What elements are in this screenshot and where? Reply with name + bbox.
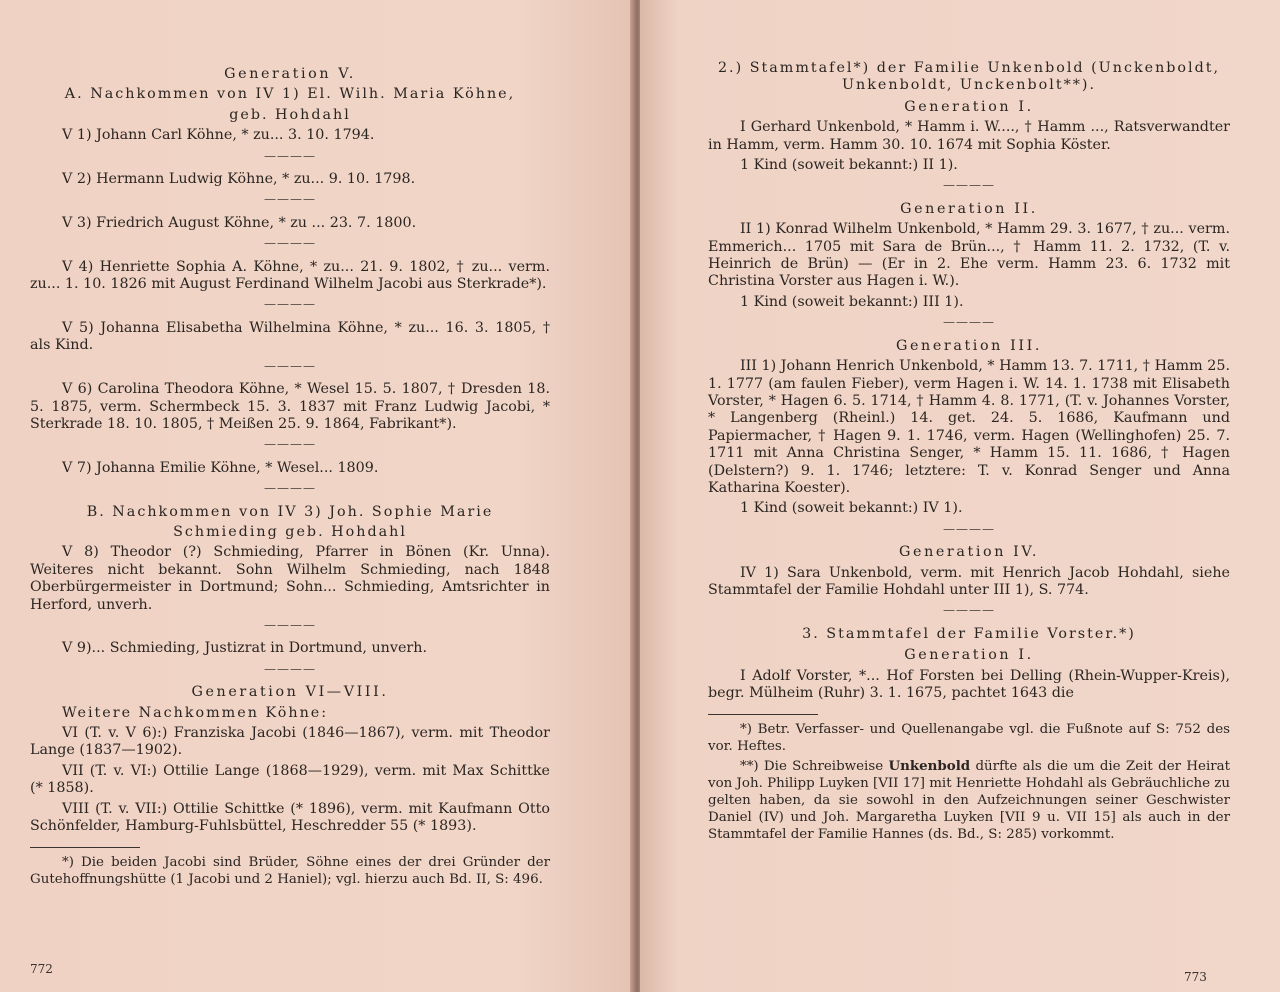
stammtafel-vorster-title: 3. Stammtafel der Familie Vorster.*) — [802, 625, 1136, 642]
heading-generation-v: Generation V. — [224, 66, 356, 82]
stammtafel-unkenbold-title: 2.) Stammtafel*) der Familie Unkenbold (Unckenboldt, Unkenboldt, Unckenbolt**). — [717, 60, 1221, 94]
footnote-2-rest: dürfte als die um die Zeit der Heirat von Joh. Philipp Luyken [VII 17] mit Henriette Hohdahl als Gebräuchliche zu gelten haben, da sie sowohl in den Aufzeichnungen seiner Geschwister Daniel (IV) und Joh. Margaretha Luyken [VII 9 u. VII 15] als auch in der Stammtafel der Familie Hannes (ds. Bd., S: 285) vorkommt. — [708, 759, 1230, 843]
heading-generation-iii: Generation III. — [895, 337, 1043, 354]
entry-ii1: II 1) Konrad Wilhelm Unkenbold, * Hamm 29. 3. 1677, † zu... verm. Emmerich... 1705 mit Sara de Brün..., † Hamm 11. 2. 1732, (T. v. Heinrich de Brün) — (Er in 2. Ehe verm. Hamm 23. 6. 1732 mit Christina Vorster aus Hagen i. W.). — [708, 221, 1230, 290]
separator: ———— — [264, 437, 316, 452]
entry-v8: V 8) Theodor (?) Schmieding, Pfarrer in Bönen (Kr. Unna). Weiteres nicht bekannt. Sohn Wilhelm Schmieding, nach 1848 Oberbürgermeister in Dortmund; Sohn... Schmieding, Amtsrichter in Herford, unverh. — [30, 544, 550, 613]
entry-v3: V 3) Friedrich August Köhne, * zu ... 23. 7. 1800. — [62, 214, 417, 231]
footnote-rule — [30, 847, 140, 848]
separator: ———— — [943, 315, 995, 330]
entry-vii: VII (T. v. VI:) Ottilie Lange (1868—1929), verm. mit Max Schittke (* 1858). — [30, 762, 550, 797]
entry-i1: I Gerhard Unkenbold, * Hamm i. W...., † Hamm ..., Ratsverwandter in Hamm, verm. Hamm 30. 10. 1674 mit Sophia Köster. — [708, 119, 1230, 153]
entry-ii1-kind: 1 Kind (soweit bekannt:) III 1). — [740, 293, 964, 310]
heading-generation-i: Generation I. — [904, 98, 1034, 115]
page-773 — [640, 0, 1280, 992]
section-a-heading: A. Nachkommen von IV 1) El. Wilh. Maria Köhne, — [64, 86, 516, 103]
footnote-2-bold: Unkenbold — [888, 758, 971, 775]
footnote: *) Die beiden Jacobi sind Brüder, Söhne eines der drei Gründer der Gutehoffnungshütte (1 Jacobi und 2 Haniel); vgl. hierzu auch Bd. II, S: 496. — [30, 855, 550, 888]
separator: ———— — [943, 178, 995, 193]
footnote-rule — [708, 714, 818, 715]
entry-v7: V 7) Johanna Emilie Köhne, * Wesel... 1809. — [62, 459, 379, 476]
section-b-subheading: Schmieding geb. Hohdahl — [173, 523, 407, 540]
entry-iii1-kind: 1 Kind (soweit bekannt:) IV 1). — [740, 500, 963, 517]
separator: ———— — [264, 148, 316, 163]
separator: ———— — [264, 297, 316, 312]
separator: ———— — [264, 661, 316, 676]
entry-vi: VI (T. v. V 6):) Franziska Jacobi (1846—1867), verm. mit Theodor Lange (1837—1902). — [30, 725, 550, 759]
page-number-left: 772 — [30, 962, 53, 976]
entry-i1-kind: 1 Kind (soweit bekannt:) II 1). — [740, 157, 958, 174]
weitere-heading: Weitere Nachkommen Köhne: — [62, 704, 329, 721]
section-a-subheading: geb. Hohdahl — [229, 106, 351, 123]
footnote-2-start: **) Die Schreibweise — [740, 759, 889, 775]
page-772 — [0, 0, 636, 992]
entry-iv1: IV 1) Sara Unkenbold, verm. mit Henrich Jacob Hohdahl, siehe Stammtafel der Familie Hohdahl unter III 1), S. 774. — [708, 564, 1230, 598]
heading-vorster-generation-i: Generation I. — [904, 647, 1034, 664]
entry-v6: V 6) Carolina Theodora Köhne, * Wesel 15. 5. 1807, † Dresden 18. 5. 1875, verm. Schermbeck 15. 3. 1837 mit Franz Ludwig Jacobi, * Sterkrade 18. 10. 1805, † Meißen 25. 9. 1864, Fabrikant*). — [30, 381, 550, 432]
entry-iii1: III 1) Johann Henrich Unkenbold, * Hamm 13. 7. 1711, † Hamm 25. 1. 1777 (am faulen Fieber), verm Hagen i. W. 14. 1. 1738 mit Elisabeth Vorster, * Hagen 6. 5. 1714, † Hamm 4. 8. 1771, (T. v. Johannes Vorster, * Langenberg (Rheinl.) 14. get. 24. 5. 1686, Kaufmann und Papiermacher, † Hagen 9. 1. 1746, verm. Hagen (Wellinghofen) 25. 7. 1711 mit Anna Christina Senger, * Hamm 15. 11. 1686, † Hagen (Delstern?) 9. 1. 1746; letztere: T. v. Konrad Senger und Anna Katharina Koester). — [708, 358, 1230, 496]
entry-v5: V 5) Johanna Elisabetha Wilhelmina Köhne, * zu... 16. 3. 1805, † als Kind. — [30, 319, 550, 354]
footnote-2 — [708, 758, 1230, 843]
separator: ———— — [264, 192, 316, 207]
separator: ———— — [943, 521, 995, 536]
separator: ———— — [264, 358, 316, 373]
heading-generation-vi-viii: Generation VI—VIII. — [191, 684, 389, 701]
entry-v1: V 1) Johann Carl Köhne, * zu... 3. 10. 1794. — [62, 127, 375, 144]
separator: ———— — [264, 617, 316, 632]
entry-v2: V 2) Hermann Ludwig Köhne, * zu... 9. 10. 1798. — [62, 171, 416, 188]
footnote-1: *) Betr. Verfasser- und Quellenangabe vgl. die Fußnote auf S: 752 des vor. Heftes. — [708, 722, 1230, 755]
section-b-heading: B. Nachkommen von IV 3) Joh. Sophie Marie — [86, 503, 494, 520]
heading-generation-ii: Generation II. — [900, 200, 1038, 217]
separator: ———— — [264, 236, 316, 251]
separator: ———— — [943, 603, 995, 618]
separator: ———— — [264, 481, 316, 496]
entry-viii: VIII (T. v. VII:) Ottilie Schittke (* 1896), verm. mit Kaufmann Otto Schönfelder, Hamburg-Fuhlsbüttel, Heschredder 55 (* 1893). — [30, 800, 550, 835]
page-number-right: 773 — [1184, 970, 1207, 984]
entry-vorster-i: I Adolf Vorster, *... Hof Forsten bei Delling (Rhein-Wupper-Kreis), begr. Mülheim (Ruhr) 3. 1. 1675, pachtet 1643 die — [708, 667, 1230, 701]
heading-generation-iv: Generation IV. — [898, 544, 1039, 561]
entry-v4: V 4) Henriette Sophia A. Köhne, * zu... 21. 9. 1802, † zu... verm. zu... 1. 10. 1826 mit August Ferdinand Wilhelm Jacobi aus Sterkrade*). — [30, 258, 550, 293]
entry-v9: V 9)... Schmieding, Justizrat in Dortmund, unverh. — [62, 640, 427, 657]
